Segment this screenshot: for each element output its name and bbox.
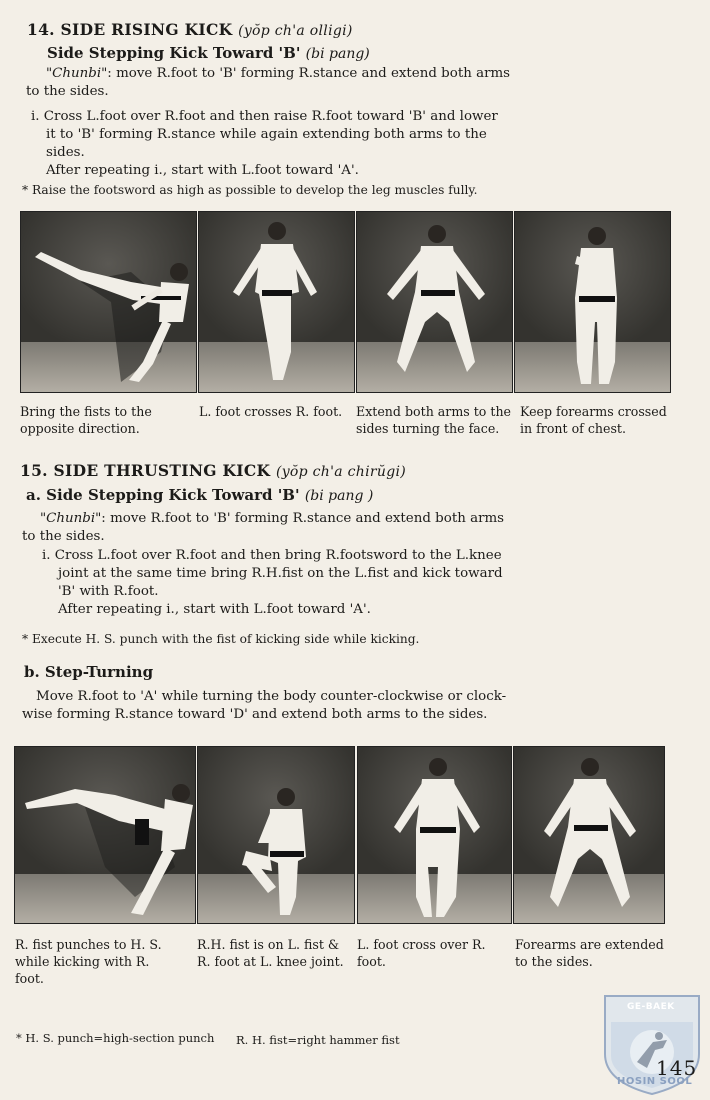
section-14-subheading xyxy=(47,44,370,62)
caption-line: foot. xyxy=(15,971,44,986)
caption-line: to the sides. xyxy=(515,954,593,969)
caption-15-1 xyxy=(15,936,162,987)
text-line: Move R.foot to 'A' while turning the body counter-clockwise or clock- xyxy=(36,689,507,704)
text-line: : move R.foot to 'B' forming R.stance and extend both arms xyxy=(107,66,511,81)
caption-line: sides turning the face. xyxy=(356,421,500,436)
caption-line: Keep forearms crossed xyxy=(520,404,667,419)
chunbi-label: "Chunbi" xyxy=(46,66,108,81)
section-15a-korean: (bi pang ) xyxy=(304,488,374,504)
page-number: 145 xyxy=(656,1056,698,1080)
caption-line: Extend both arms to the xyxy=(356,404,512,419)
text-line: i. Cross L.foot over R.foot and then raise R.foot toward 'B' and lower xyxy=(31,109,498,124)
caption-line: Bring the fists to the xyxy=(20,404,152,419)
caption-line: while kicking with R. xyxy=(15,954,150,969)
caption-14-2 xyxy=(199,403,342,420)
chunbi-label: "Chunbi" xyxy=(40,511,102,526)
text-line: After repeating i., start with L.foot toward 'A'. xyxy=(46,163,359,178)
text-line: wise forming R.stance toward 'D' and extend both arms to the sides. xyxy=(22,707,488,722)
section-15-note: * Execute H. S. punch with the fist of kicking side while kicking. xyxy=(22,632,420,646)
caption-line: foot. xyxy=(357,954,386,969)
section-14-note: * Raise the footsword as high as possible to develop the leg muscles fully. xyxy=(22,183,478,197)
caption-14-4 xyxy=(520,403,667,437)
logo-top-text: GE-BAEK xyxy=(627,1002,675,1012)
text-line: joint at the same time bring R.H.fist on the L.fist and kick toward xyxy=(58,566,503,581)
section-14-title: 14. SIDE RISING KICK xyxy=(27,20,233,39)
caption-line: in front of chest. xyxy=(520,421,626,436)
section-15-heading xyxy=(20,461,406,480)
caption-line: R. fist punches to H. S. xyxy=(15,937,162,952)
caption-15-4 xyxy=(515,936,664,970)
text-line: to the sides. xyxy=(26,84,109,99)
section-14-sub-korean: (bi pang) xyxy=(305,46,370,62)
caption-14-1 xyxy=(20,403,152,437)
photo-side-thrusting-kick-4 xyxy=(513,746,665,924)
section-15b-heading: b. Step-Turning xyxy=(24,663,154,681)
section-15a-title: a. Side Stepping Kick Toward 'B' xyxy=(26,486,300,504)
caption-line: L. foot crosses R. foot. xyxy=(199,404,343,419)
caption-15-3 xyxy=(357,936,486,970)
text-line: 'B' with R.foot. xyxy=(58,584,159,599)
section-14-sub-title: Side Stepping Kick Toward 'B' xyxy=(47,44,301,62)
section-15a-heading xyxy=(26,486,373,504)
section-15-title: 15. SIDE THRUSTING KICK xyxy=(20,461,271,480)
section-15-korean: (yŏp ch'a chirŭgi) xyxy=(275,464,407,480)
text-line: sides. xyxy=(46,145,85,160)
photo-side-thrusting-kick-1 xyxy=(14,746,196,924)
text-line: After repeating i., start with L.foot toward 'A'. xyxy=(58,602,371,617)
photo-side-rising-kick-3 xyxy=(356,211,513,393)
footnote-hs-punch: * H. S. punch=high-section punch xyxy=(16,1031,215,1045)
ge-baek-logo xyxy=(597,992,707,1096)
caption-14-3 xyxy=(356,403,511,437)
text-line: it to 'B' forming R.stance while again extending both arms to the xyxy=(46,127,487,142)
section-15-chunbi-line xyxy=(40,510,530,528)
footnote-hammer-fist: R. H. fist=right hammer fist xyxy=(236,1033,400,1047)
caption-line: L. foot cross over R. xyxy=(357,937,486,952)
text-line: : move R.foot to 'B' forming R.stance and extend both arms xyxy=(101,511,505,526)
photo-side-rising-kick-1 xyxy=(20,211,197,393)
text-line: to the sides. xyxy=(22,529,105,544)
caption-line: Forearms are extended xyxy=(515,937,664,952)
photo-side-thrusting-kick-2 xyxy=(197,746,355,924)
section-14-korean: (yŏp ch'a olligi) xyxy=(238,23,353,39)
photo-side-thrusting-kick-3 xyxy=(357,746,512,924)
caption-line: opposite direction. xyxy=(20,421,140,436)
photo-side-rising-kick-2 xyxy=(198,211,355,393)
caption-line: R. foot at L. knee joint. xyxy=(197,954,344,969)
section-14-chunbi-line xyxy=(46,65,536,83)
caption-15-2 xyxy=(197,936,344,970)
caption-line: R.H. fist is on L. fist & xyxy=(197,937,340,952)
text-line: i. Cross L.foot over R.foot and then bring R.footsword to the L.knee xyxy=(42,548,502,563)
photo-side-rising-kick-4 xyxy=(514,211,671,393)
logo-bottom-text: HOSIN SOOL xyxy=(617,1076,693,1087)
section-14-heading xyxy=(27,20,353,39)
